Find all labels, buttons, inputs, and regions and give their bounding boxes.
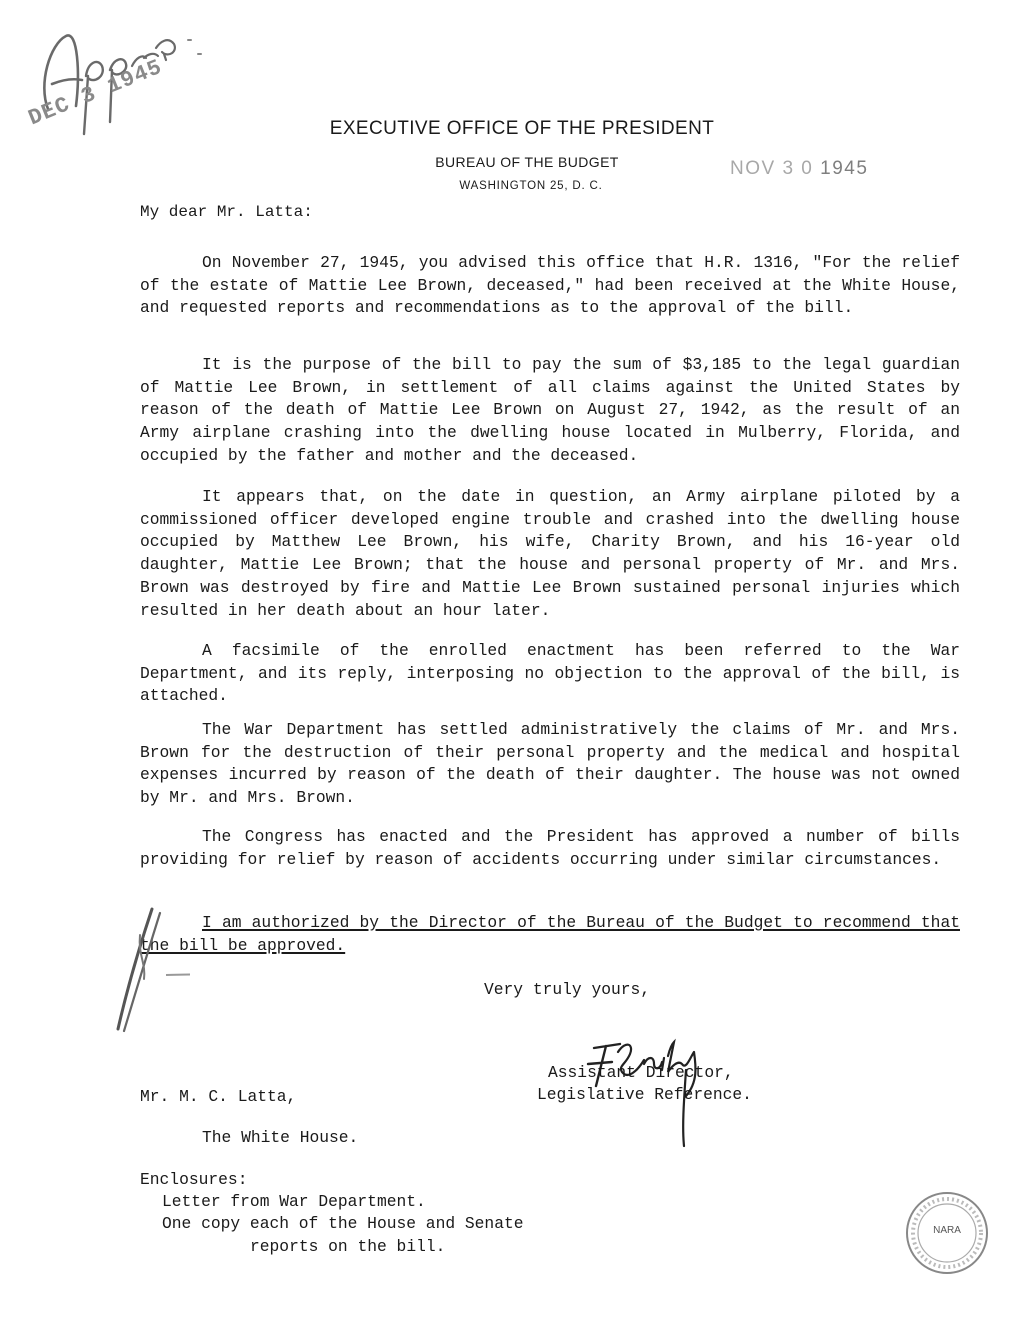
paragraph-5: The War Department has settled administratively the claims of Mr. and Mrs. Brown for the destruction of their personal property and the medical and hospital expenses incurred by reason of the death of their daughter. The house was not owned by Mr. and Mrs. Brown. bbox=[140, 720, 960, 808]
salutation: My dear Mr. Latta: bbox=[140, 203, 313, 221]
date-stamp-left: DEC 3 1945 bbox=[25, 54, 167, 132]
seal-label: NARA bbox=[933, 1225, 961, 1236]
enclosure-item: One copy each of the House and Senate bbox=[162, 1214, 524, 1233]
signer-title-1: Assistant Director, bbox=[548, 1063, 734, 1082]
addressee-name: Mr. M. C. Latta, bbox=[140, 1087, 297, 1106]
letterhead-title: EXECUTIVE OFFICE OF THE PRESIDENT bbox=[329, 118, 715, 139]
signer-title-2: Legislative Reference. bbox=[537, 1085, 752, 1104]
paragraph-4: A facsimile of the enrolled enactment has been referred to the War Department, and its reply, interposing no objection to the approval of the bill, is attached. bbox=[140, 641, 960, 706]
paragraph-2: It is the purpose of the bill to pay the sum of $3,185 to the legal guardian of Mattie Lee Brown, in settlement of all claims against the United States by reason of the death of Mattie Lee Brown on August 27, 1942, as the result of an Army airplane crashing into the dwelling house located in Mulberry, Florida, and occupied by the father and mother and the deceased. bbox=[140, 355, 960, 465]
enclosure-item: Letter from War Department. bbox=[162, 1192, 426, 1211]
pencil-mark-icon bbox=[110, 905, 190, 1035]
closing: Very truly yours, bbox=[484, 980, 651, 999]
received-date-year: 1945 bbox=[820, 158, 869, 179]
paragraph-3: It appears that, on the date in question, an Army airplane piloted by a commissioned officer developed engine trouble and crashed into the dwelling house occupied by Matthew Lee Brown, his wife, Charity Brown, and his 16-year old daughter, Mattie Lee Brown; that the house and personal property of Mr. and Mrs. Brown was destroyed by fire and Mattie Lee Brown sustained personal injuries which resulted in her death about an hour later. bbox=[140, 487, 960, 620]
addressee-place: The White House. bbox=[202, 1128, 359, 1147]
enclosure-item: reports on the bill. bbox=[250, 1237, 446, 1256]
letterhead-city: WASHINGTON 25, D. C. bbox=[459, 180, 603, 192]
enclosures-heading: Enclosures: bbox=[140, 1170, 248, 1189]
received-date-stamp bbox=[730, 158, 868, 180]
received-date-prefix: NOV 3 0 bbox=[730, 158, 814, 179]
letterhead-subtitle: BUREAU OF THE BUDGET bbox=[435, 154, 619, 170]
paragraph-6: The Congress has enacted and the President has approved a number of bills providing for relief by reason of accidents occurring under similar circumstances. bbox=[140, 827, 960, 869]
recommendation-paragraph: I am authorized by the Director of the Bureau of the Budget to recommend that the bill be approved. bbox=[140, 913, 960, 955]
paragraph-1: On November 27, 1945, you advised this office that H.R. 1316, "For the relief of the estate of Mattie Lee Brown, deceased," had been received at the White House, and requested reports and recommendations as to the approval of the bill. bbox=[140, 253, 960, 318]
